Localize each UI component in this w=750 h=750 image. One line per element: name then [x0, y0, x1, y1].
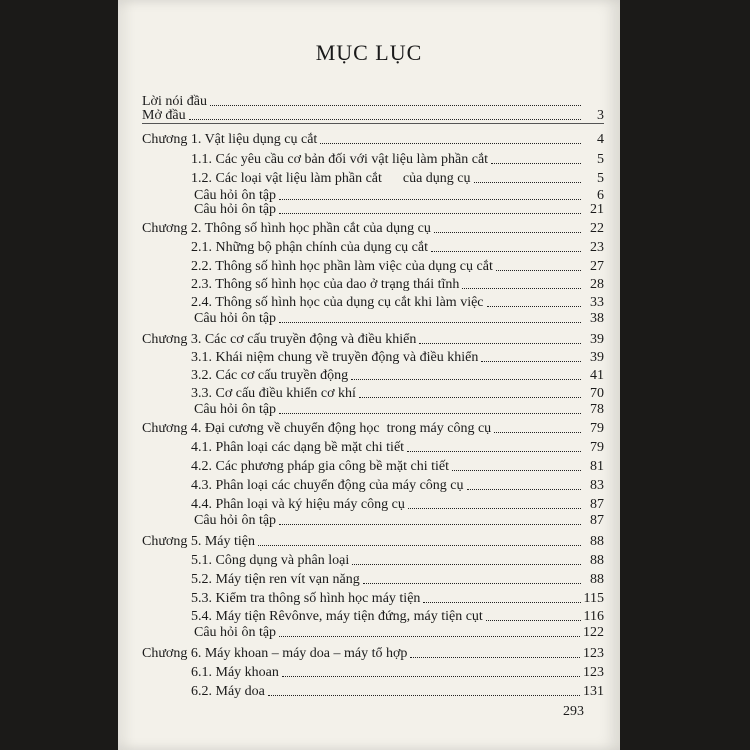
toc-label: 4.2. Các phương pháp gia công bề mặt chi tiết: [191, 459, 449, 474]
toc-page: 83: [590, 478, 604, 493]
toc-page: 5: [597, 171, 604, 186]
leader-dots: [481, 361, 581, 362]
leader-dots: [491, 163, 581, 164]
toc-entry: [191, 549, 604, 569]
toc-label: 2.4. Thông số hình học của dụng cụ cắt khi làm việc: [191, 295, 484, 310]
book-page: [118, 0, 620, 750]
toc-page: 88: [590, 534, 604, 549]
toc-chapter-2: [142, 217, 604, 237]
page-number: 293: [563, 704, 584, 719]
toc-page: 122: [583, 625, 604, 640]
toc-label: 3.1. Khái niệm chung về truyền động và điều khiển: [191, 350, 479, 365]
leader-dots: [494, 432, 581, 433]
toc-page: 131: [583, 684, 604, 699]
leader-dots: [279, 636, 580, 637]
toc-page: 4: [597, 132, 604, 147]
leader-dots: [431, 251, 581, 252]
toc-entry-review: [194, 509, 604, 529]
toc-label: Câu hỏi ôn tập: [194, 188, 277, 203]
leader-dots: [282, 676, 580, 677]
toc-label: 6.1. Máy khoan: [191, 665, 279, 680]
toc-entry: [191, 568, 604, 588]
toc-label: 6.2. Máy doa: [191, 684, 265, 699]
toc-page: 79: [590, 440, 604, 455]
toc-page: 88: [590, 553, 604, 568]
toc-label: 3.3. Cơ cấu điều khiển cơ khí: [191, 386, 356, 401]
toc-entry: [191, 474, 604, 494]
leader-dots: [268, 695, 580, 696]
toc-page: 5: [597, 152, 604, 167]
toc-label: Chương 1. Vật liệu dụng cụ cắt: [142, 132, 318, 147]
toc-label: Chương 2. Thông số hình học phần cắt của dụng cụ: [142, 221, 431, 236]
toc-label: Câu hỏi ôn tập: [194, 202, 277, 217]
toc-page: 39: [590, 332, 604, 347]
leader-dots: [320, 143, 581, 144]
toc-entry-review: [194, 621, 604, 641]
leader-dots: [351, 379, 581, 380]
toc-label: Chương 4. Đại cương về chuyển động học trong máy công cụ: [142, 421, 492, 436]
leader-dots: [423, 602, 580, 603]
toc-page: 27: [590, 259, 604, 274]
leader-dots: [279, 413, 581, 414]
leader-dots: [258, 545, 581, 546]
toc-chapter-5: [142, 530, 604, 550]
toc-page: 22: [590, 221, 604, 236]
toc-page: 70: [590, 386, 604, 401]
toc-page: 28: [590, 277, 604, 292]
toc-label: Câu hỏi ôn tập: [194, 625, 277, 640]
toc-entry-review: [194, 307, 604, 327]
toc-chapter-4: [142, 417, 604, 437]
leader-dots: [434, 232, 581, 233]
toc-page: 88: [590, 572, 604, 587]
leader-dots: [452, 470, 581, 471]
toc-label: 4.1. Phân loại các dạng bề mặt chi tiết: [191, 440, 405, 455]
toc-entry-review: [194, 398, 604, 418]
toc-label: Lời nói đầu: [142, 94, 207, 109]
leader-dots: [279, 524, 581, 525]
toc-label: Chương 5. Máy tiện: [142, 534, 255, 549]
toc-page: 123: [583, 665, 604, 680]
toc-entry-review: [194, 198, 604, 218]
toc-label: Câu hỏi ôn tập: [194, 513, 277, 528]
toc-page: 115: [583, 591, 604, 606]
toc-entry: [191, 455, 604, 475]
toc-page: 79: [590, 421, 604, 436]
toc-page: 21: [590, 202, 604, 217]
leader-dots: [363, 583, 581, 584]
toc-chapter-6: [142, 642, 604, 662]
toc-page: 39: [590, 350, 604, 365]
toc-entry: [191, 436, 604, 456]
leader-dots: [407, 451, 581, 452]
toc-entry: [191, 364, 604, 384]
toc-entry: [191, 236, 604, 256]
toc-page: 78: [590, 402, 604, 417]
toc-label: Chương 6. Máy khoan – máy doa – máy tổ hợp: [142, 646, 408, 661]
toc-entry: [191, 273, 604, 293]
toc-label: 4.3. Phân loại các chuyển động của máy công cụ: [191, 478, 464, 493]
toc-label: 5.2. Máy tiện ren vít vạn năng: [191, 572, 360, 587]
leader-dots: [279, 322, 581, 323]
toc-label: 2.3. Thông số hình học của dao ở trạng thái tĩnh: [191, 277, 460, 292]
toc-label: 5.3. Kiểm tra thông số hình học máy tiện: [191, 591, 421, 606]
toc-label: 3.2. Các cơ cấu truyền động: [191, 368, 349, 383]
toc-label: 4.4. Phân loại và ký hiệu máy công cụ: [191, 497, 405, 512]
leader-dots: [279, 213, 581, 214]
toc-entry-intro: [142, 104, 604, 124]
toc-page: 6: [597, 188, 604, 203]
toc-page: 3: [597, 108, 604, 123]
leader-dots: [474, 182, 581, 183]
toc-page: 123: [583, 646, 604, 661]
leader-dots: [467, 489, 581, 490]
toc-page: 38: [590, 311, 604, 326]
toc-entry: [191, 255, 604, 275]
toc-entry: [191, 148, 604, 168]
toc-page: 33: [590, 295, 604, 310]
toc-label: 1.1. Các yêu cầu cơ bản đối với vật liệu làm phần cắt: [191, 152, 489, 167]
toc-label: 2.2. Thông số hình học phần làm việc của dụng cụ cắt: [191, 259, 493, 274]
toc-page: 41: [590, 368, 604, 383]
toc-label: 2.1. Những bộ phận chính của dụng cụ cắt: [191, 240, 428, 255]
toc-page: 87: [590, 513, 604, 528]
toc-entry: [191, 661, 604, 681]
toc-label: 5.1. Công dụng và phân loại: [191, 553, 350, 568]
toc-page: 87: [590, 497, 604, 512]
toc-page: 23: [590, 240, 604, 255]
toc-chapter-3: [142, 328, 604, 348]
toc-label: Chương 3. Các cơ cấu truyền động và điều khiển: [142, 332, 417, 347]
toc-entry: [191, 587, 604, 607]
toc-page: 116: [583, 609, 604, 624]
leader-dots: [462, 288, 581, 289]
leader-dots: [352, 564, 581, 565]
toc-entry: [191, 680, 604, 700]
leader-dots: [189, 119, 581, 120]
leader-dots: [410, 657, 580, 658]
toc-label: Câu hỏi ôn tập: [194, 402, 277, 417]
toc-chapter-1: [142, 128, 604, 148]
leader-dots: [496, 270, 581, 271]
toc-entry: [191, 346, 604, 366]
toc-label: Câu hỏi ôn tập: [194, 311, 277, 326]
toc-page: 81: [590, 459, 604, 474]
toc-label: Mở đầu: [142, 108, 186, 123]
leader-dots: [419, 343, 581, 344]
toc-label: 1.2. Các loại vật liệu làm phần cắt của dụng cụ: [191, 171, 471, 186]
page-title: MỤC LỤC: [315, 40, 423, 65]
toc-label: 5.4. Máy tiện Rêvônve, máy tiện đứng, máy tiện cụt: [191, 609, 483, 624]
